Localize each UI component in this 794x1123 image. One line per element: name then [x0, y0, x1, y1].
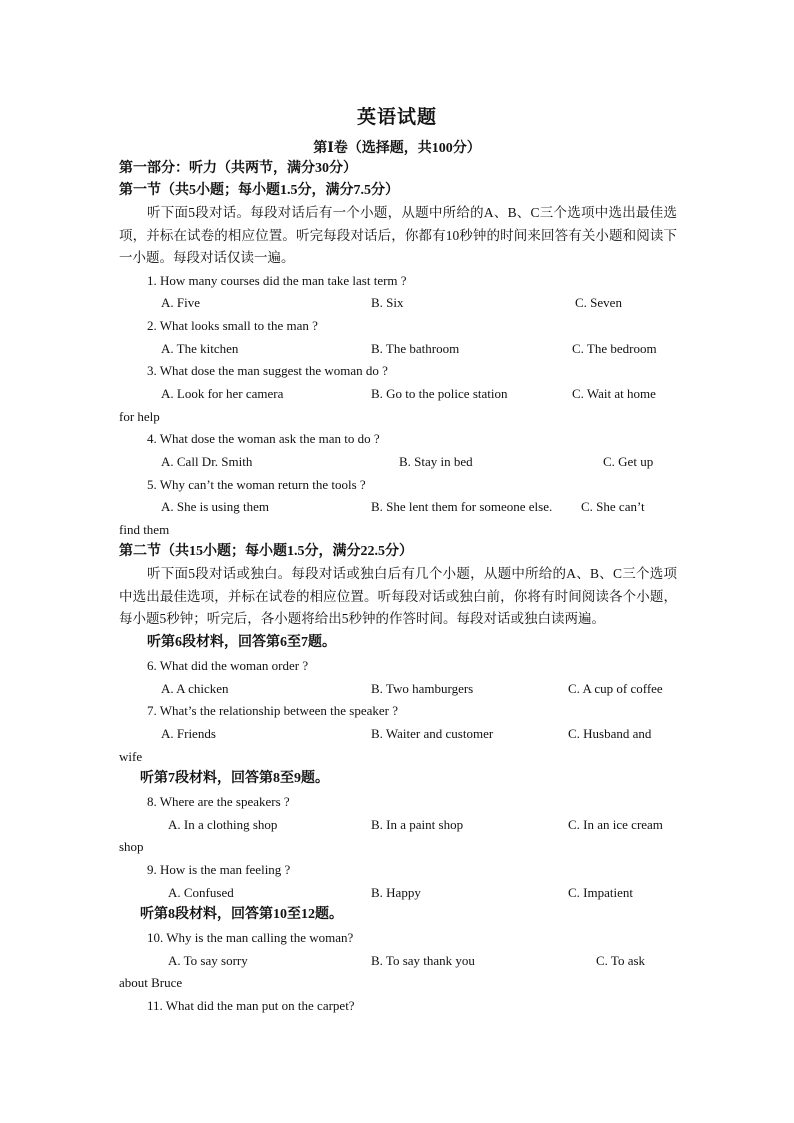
q2-option-c: C. The bedroom	[572, 341, 657, 356]
q7-option-c-continued: wife	[119, 749, 143, 764]
q2-option-a: A. The kitchen	[161, 341, 239, 356]
question-10: 10. Why is the man calling the woman?	[147, 930, 354, 945]
q8-option-b: B. In a paint shop	[371, 817, 464, 832]
q5-option-c-continued: find them	[119, 522, 170, 537]
question-2: 2. What looks small to the man ?	[147, 318, 318, 333]
q10-option-c: C. To ask	[596, 953, 646, 968]
q1-option-b: B. Six	[371, 295, 404, 310]
question-8: 8. Where are the speakers ?	[147, 794, 290, 809]
q10-option-a: A. To say sorry	[168, 953, 248, 968]
question-4: 4. What dose the woman ask the man to do ?	[147, 431, 380, 446]
q4-option-a: A. Call Dr. Smith	[161, 454, 253, 469]
q5-option-a: A. She is using them	[161, 499, 269, 514]
q5-option-c: C. She can’t	[581, 499, 645, 514]
question-3: 3. What dose the man suggest the woman do ?	[147, 363, 388, 378]
question-5: 5. Why can’t the woman return the tools ?	[147, 477, 366, 492]
section2-instructions: 听下面5段对话或独白。每段对话或独白后有几个小题，从题中所给的A、B、C三个选项中选出最佳选项，并标在试卷的相应位置。听每段对话或独白前，你将有时间阅读各个小题，每小题5秒钟；听完后，各小题将给出5秒钟的作答时间。每段对话或独白读两遍。	[119, 566, 677, 626]
q1-option-c: C. Seven	[575, 295, 622, 310]
section1-instructions: 听下面5段对话。每段对话后有一个小题，从题中所给的A、B、C三个选项中选出最佳选项，并标在试卷的相应位置。听完每段对话后，你都有10秒钟的时间来回答有关小题和阅读下一小题。每段对话仅读一遍。	[119, 205, 677, 265]
section2-heading: 第二节（共15小题；每小题1.5分，满分22.5分）	[119, 544, 413, 559]
q8-option-a: A. In a clothing shop	[168, 817, 278, 832]
part1-heading: 第一部分：听力（共两节，满分30分）	[119, 161, 357, 176]
q2-option-b: B. The bathroom	[371, 341, 460, 356]
q4-option-c: C. Get up	[603, 454, 654, 469]
question-9: 9. How is the man feeling ?	[147, 862, 291, 877]
q7-option-b: B. Waiter and customer	[371, 726, 494, 741]
question-1: 1. How many courses did the man take last term ?	[147, 273, 407, 288]
q3-option-a: A. Look for her camera	[161, 386, 284, 401]
page-subtitle: 第Ⅰ卷（选择题，共100分）	[313, 141, 481, 156]
material-8-heading: 听第8段材料，回答第10至12题。	[140, 907, 343, 922]
section1-heading: 第一节（共5小题；每小题1.5分，满分7.5分）	[119, 183, 399, 198]
material-7-heading: 听第7段材料，回答第8至9题。	[140, 771, 329, 786]
q3-option-c-continued: for help	[119, 409, 160, 424]
q3-option-c: C. Wait at home	[572, 386, 656, 401]
q5-option-b: B. She lent them for someone else.	[371, 499, 553, 514]
question-11: 11. What did the man put on the carpet?	[147, 998, 355, 1013]
q6-option-c: C. A cup of coffee	[568, 681, 663, 696]
question-7: 7. What’s the relationship between the speaker ?	[147, 703, 399, 718]
q4-option-b: B. Stay in bed	[399, 454, 473, 469]
q3-option-b: B. Go to the police station	[371, 386, 508, 401]
q10-option-c-continued: about Bruce	[119, 975, 183, 990]
q6-option-a: A. A chicken	[161, 681, 229, 696]
q8-option-c: C. In an ice cream	[568, 817, 663, 832]
question-6: 6. What did the woman order ?	[147, 658, 309, 673]
q7-option-a: A. Friends	[161, 726, 216, 741]
q6-option-b: B. Two hamburgers	[371, 681, 474, 696]
q9-option-b: B. Happy	[371, 885, 421, 900]
material-6-heading: 听第6段材料，回答第6至7题。	[147, 635, 336, 650]
q1-option-a: A. Five	[161, 295, 200, 310]
page-title: 英语试题	[356, 107, 437, 128]
q9-option-c: C. Impatient	[568, 885, 633, 900]
q10-option-b: B. To say thank you	[371, 953, 475, 968]
q7-option-c: C. Husband and	[568, 726, 652, 741]
q8-option-c-continued: shop	[119, 839, 144, 854]
q9-option-a: A. Confused	[168, 885, 234, 900]
